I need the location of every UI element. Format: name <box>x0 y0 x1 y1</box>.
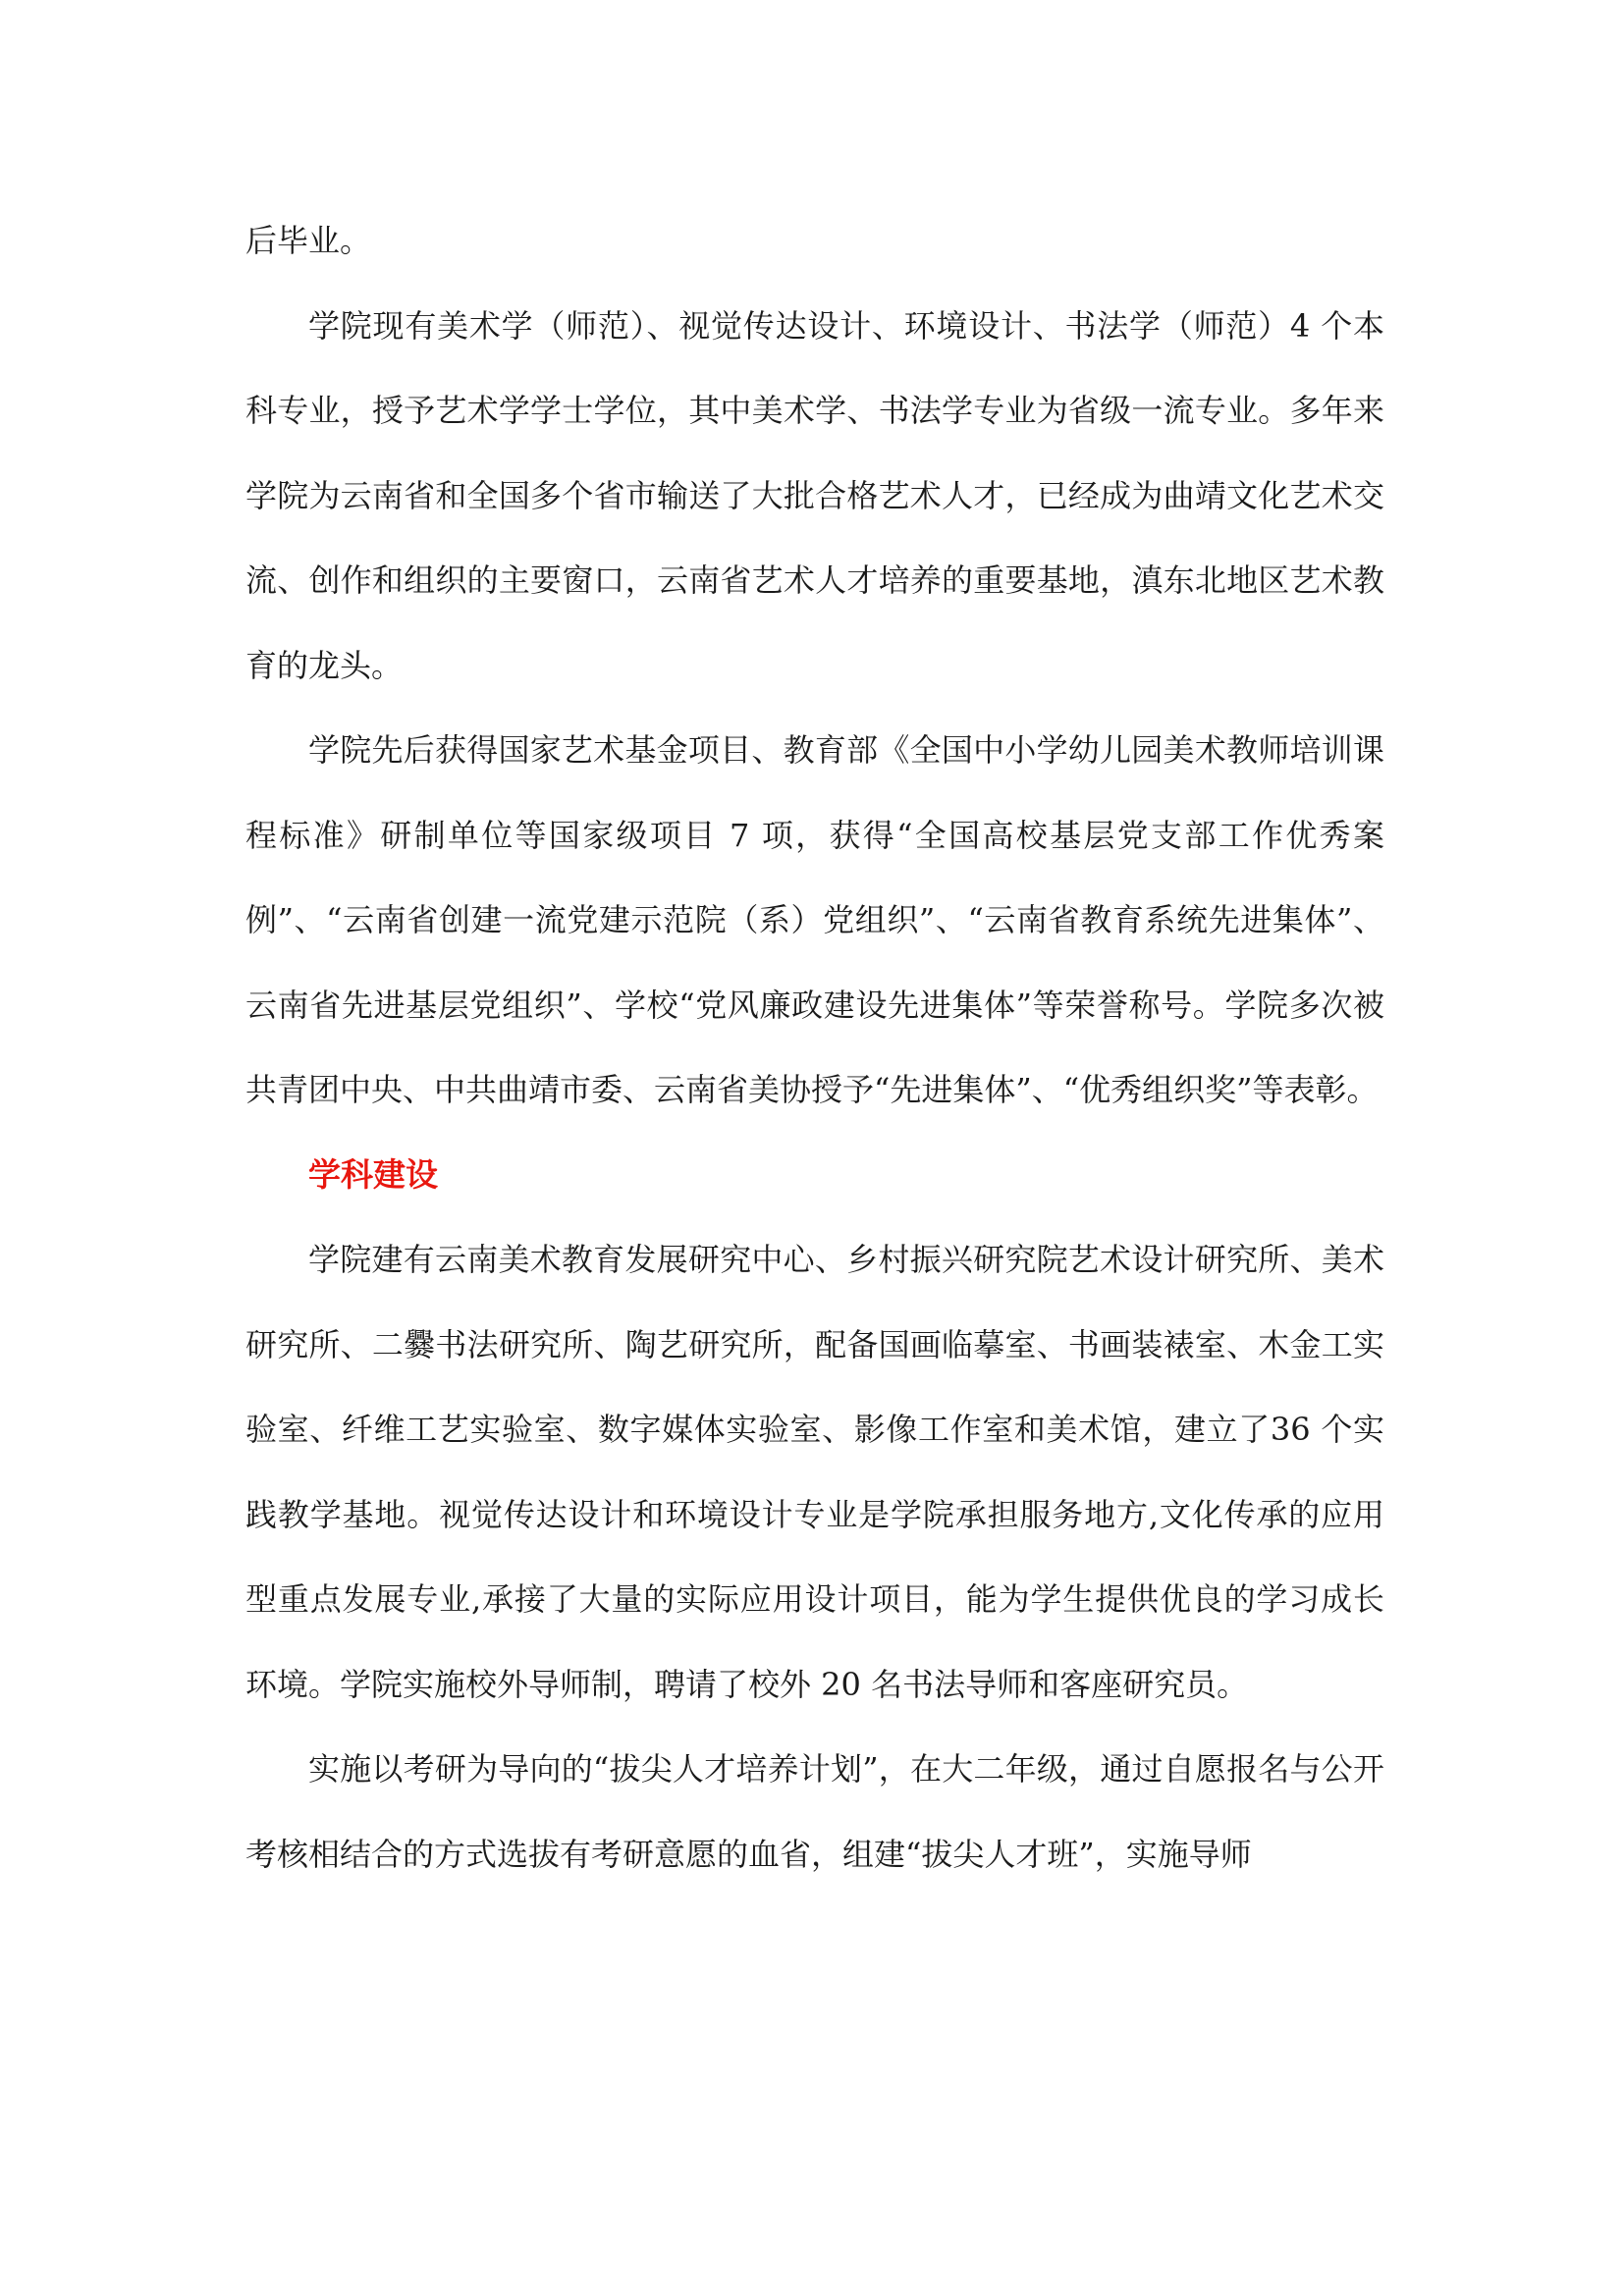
paragraph-majors: 学院现有美术学（师范）、视觉传达设计、环境设计、书法学（师范）4 个本科专业，授予艺术学学士学位，其中美术学、书法学专业为省级一流专业。多年来学院为云南省和全国多个省市输送了大批合格艺术人才，已经成为曲靖文化艺术交流、创作和组织的主要窗口，云南省艺术人才培养的重要基地，滇东北地区艺术教育的龙头。 <box>245 306 1384 684</box>
document-body <box>245 198 1384 1896</box>
paragraph-talent-program: 实施以考研为导向的“拔尖人才培养计划”，在大二年级，通过自愿报名与公开考核相结合的方式选拔有考研意愿的血省，组建“拔尖人才班”，实施导师 <box>245 1750 1384 1873</box>
paragraph-honors: 学院先后获得国家艺术基金项目、教育部《全国中小学幼儿园美术教师培训课程标准》研制单位等国家级项目 7 项，获得“全国高校基层党支部工作优秀案例”、“云南省创建一流党建示范院（系）党组织”、“云南省教育系统先进集体”、云南省先进基层党组织”、学校“党风廉政建设先进集体”等荣誉称号。学院多次被共青团中央、中共曲靖市委、云南省美协授予“先进集体”、“优秀组织奖”等表彰。 <box>245 731 1384 1108</box>
paragraph-continuation: 后毕业。 <box>245 222 372 259</box>
paragraph-research-facilities: 学院建有云南美术教育发展研究中心、乡村振兴研究院艺术设计研究所、美术研究所、二爨书法研究所、陶艺研究所，配备国画临摹室、书画装裱室、木金工实验室、纤维工艺实验室、数字媒体实验室、影像工作室和美术馆，建立了36 个实践教学基地。视觉传达设计和环境设计专业是学院承担服务地方,文化传承的应用型重点发展专业,承接了大量的实际应用设计项目，能为学生提供优良的学习成长环境。学院实施校外导师制，聘请了校外 20 名书法导师和客座研究员。 <box>245 1241 1384 1703</box>
section-heading: 学科建设 <box>308 1154 438 1194</box>
